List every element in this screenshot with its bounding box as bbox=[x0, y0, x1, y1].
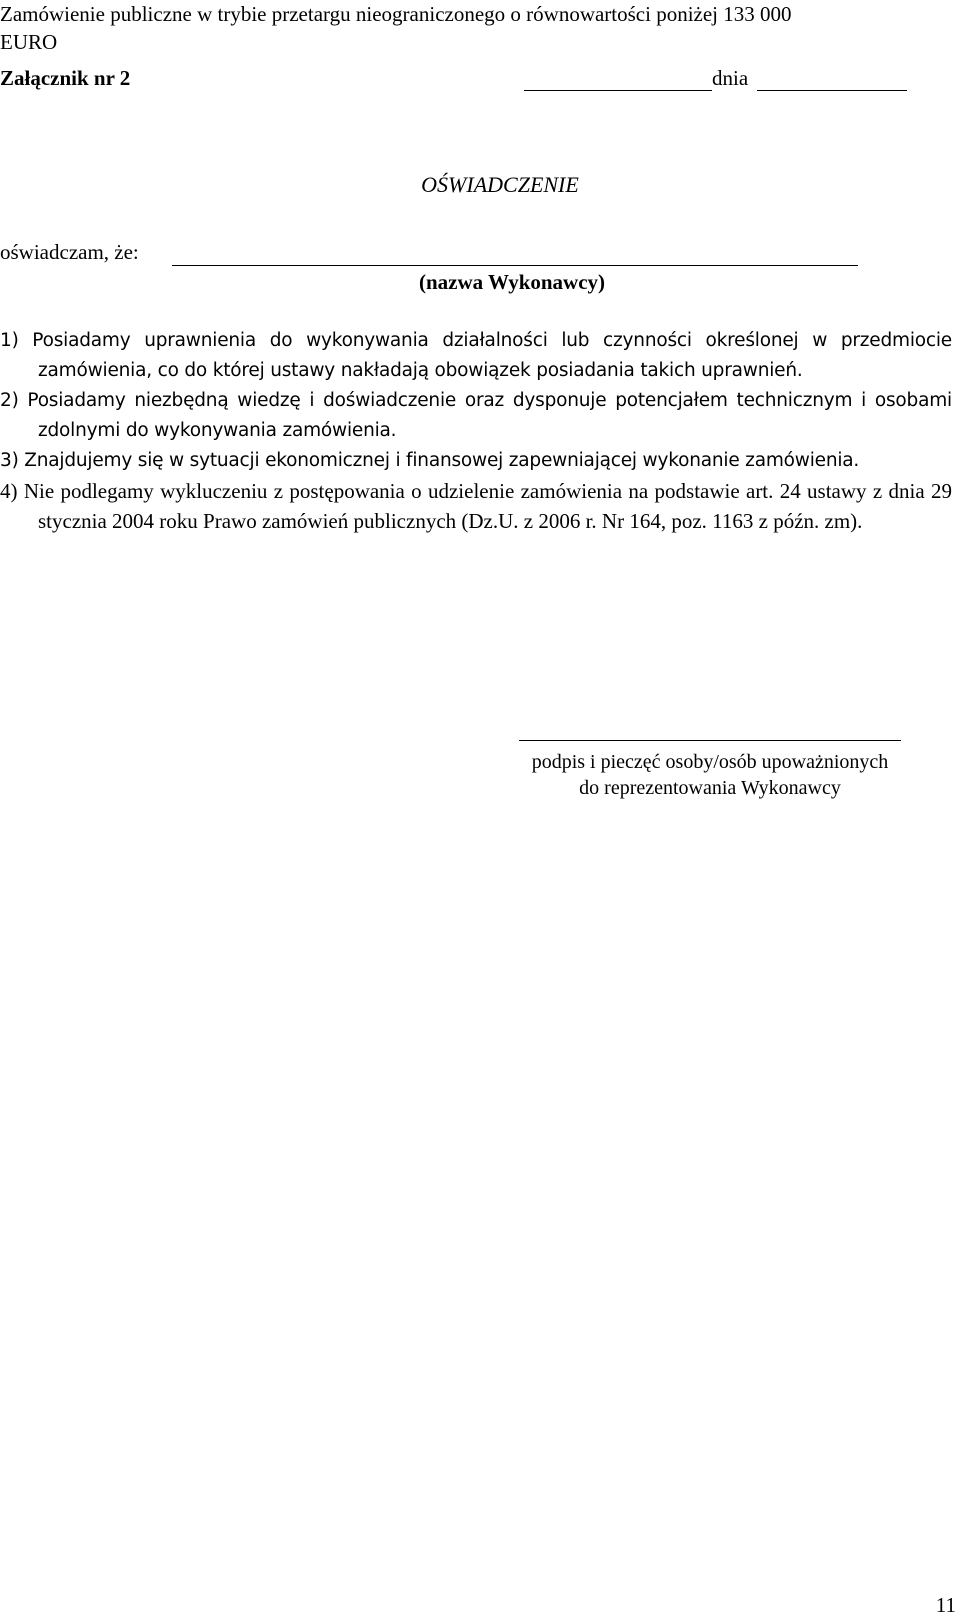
place-blank-line bbox=[524, 90, 712, 91]
declaration-item-4: 4) Nie podlegamy wykluczeniu z postępowania o udzielenie zamówienia na podstawie art. 24 ustawy z dnia 29 stycznia 2004 roku Prawo zamówień publicznych (Dz.U. z 2006 r. Nr 164, poz. 1163 z późn. zm). bbox=[0, 479, 952, 533]
declaration-item-2: 2) Posiadamy niezbędną wiedzę i doświadczenie oraz dysponuje potencjałem technicznym i osobami zdolnymi do wykonywania zamówienia. bbox=[0, 390, 952, 441]
signature-caption-line-2: do reprezentowania Wykonawcy bbox=[579, 777, 841, 799]
date-label: dnia bbox=[712, 66, 749, 90]
signature-line bbox=[519, 740, 901, 741]
procurement-header-line-2: EURO bbox=[0, 30, 58, 54]
contractor-name-blank-line bbox=[172, 265, 858, 266]
declaration-row bbox=[0, 240, 960, 270]
document-title: OŚWIADCZENIE bbox=[421, 172, 579, 197]
annex-row bbox=[0, 66, 960, 96]
page-number: 11 bbox=[935, 1593, 956, 1617]
declaration-item-3: 3) Znajdujemy się w sytuacji ekonomicznej i finansowej zapewniającej wykonanie zamówienia. bbox=[0, 450, 860, 471]
annex-label: Załącznik nr 2 bbox=[0, 66, 131, 90]
declaration-item-1: 1) Posiadamy uprawnienia do wykonywania działalności lub czynności określonej w przedmiocie zamówienia, co do której ustawy nakładają obowiązek posiadania takich uprawnień. bbox=[0, 330, 952, 381]
declaration-items bbox=[0, 326, 952, 536]
date-blank-line bbox=[757, 90, 907, 91]
signature-caption-line-1: podpis i pieczęć osoby/osób upoważnionych bbox=[531, 751, 889, 773]
signature-block bbox=[505, 740, 915, 801]
declaration-intro: oświadczam, że: bbox=[0, 240, 139, 264]
contractor-name-label: (nazwa Wykonawcy) bbox=[418, 270, 606, 294]
procurement-header-line-1: Zamówienie publiczne w trybie przetargu nieograniczonego o równowartości poniżej 133 000 bbox=[0, 2, 792, 26]
